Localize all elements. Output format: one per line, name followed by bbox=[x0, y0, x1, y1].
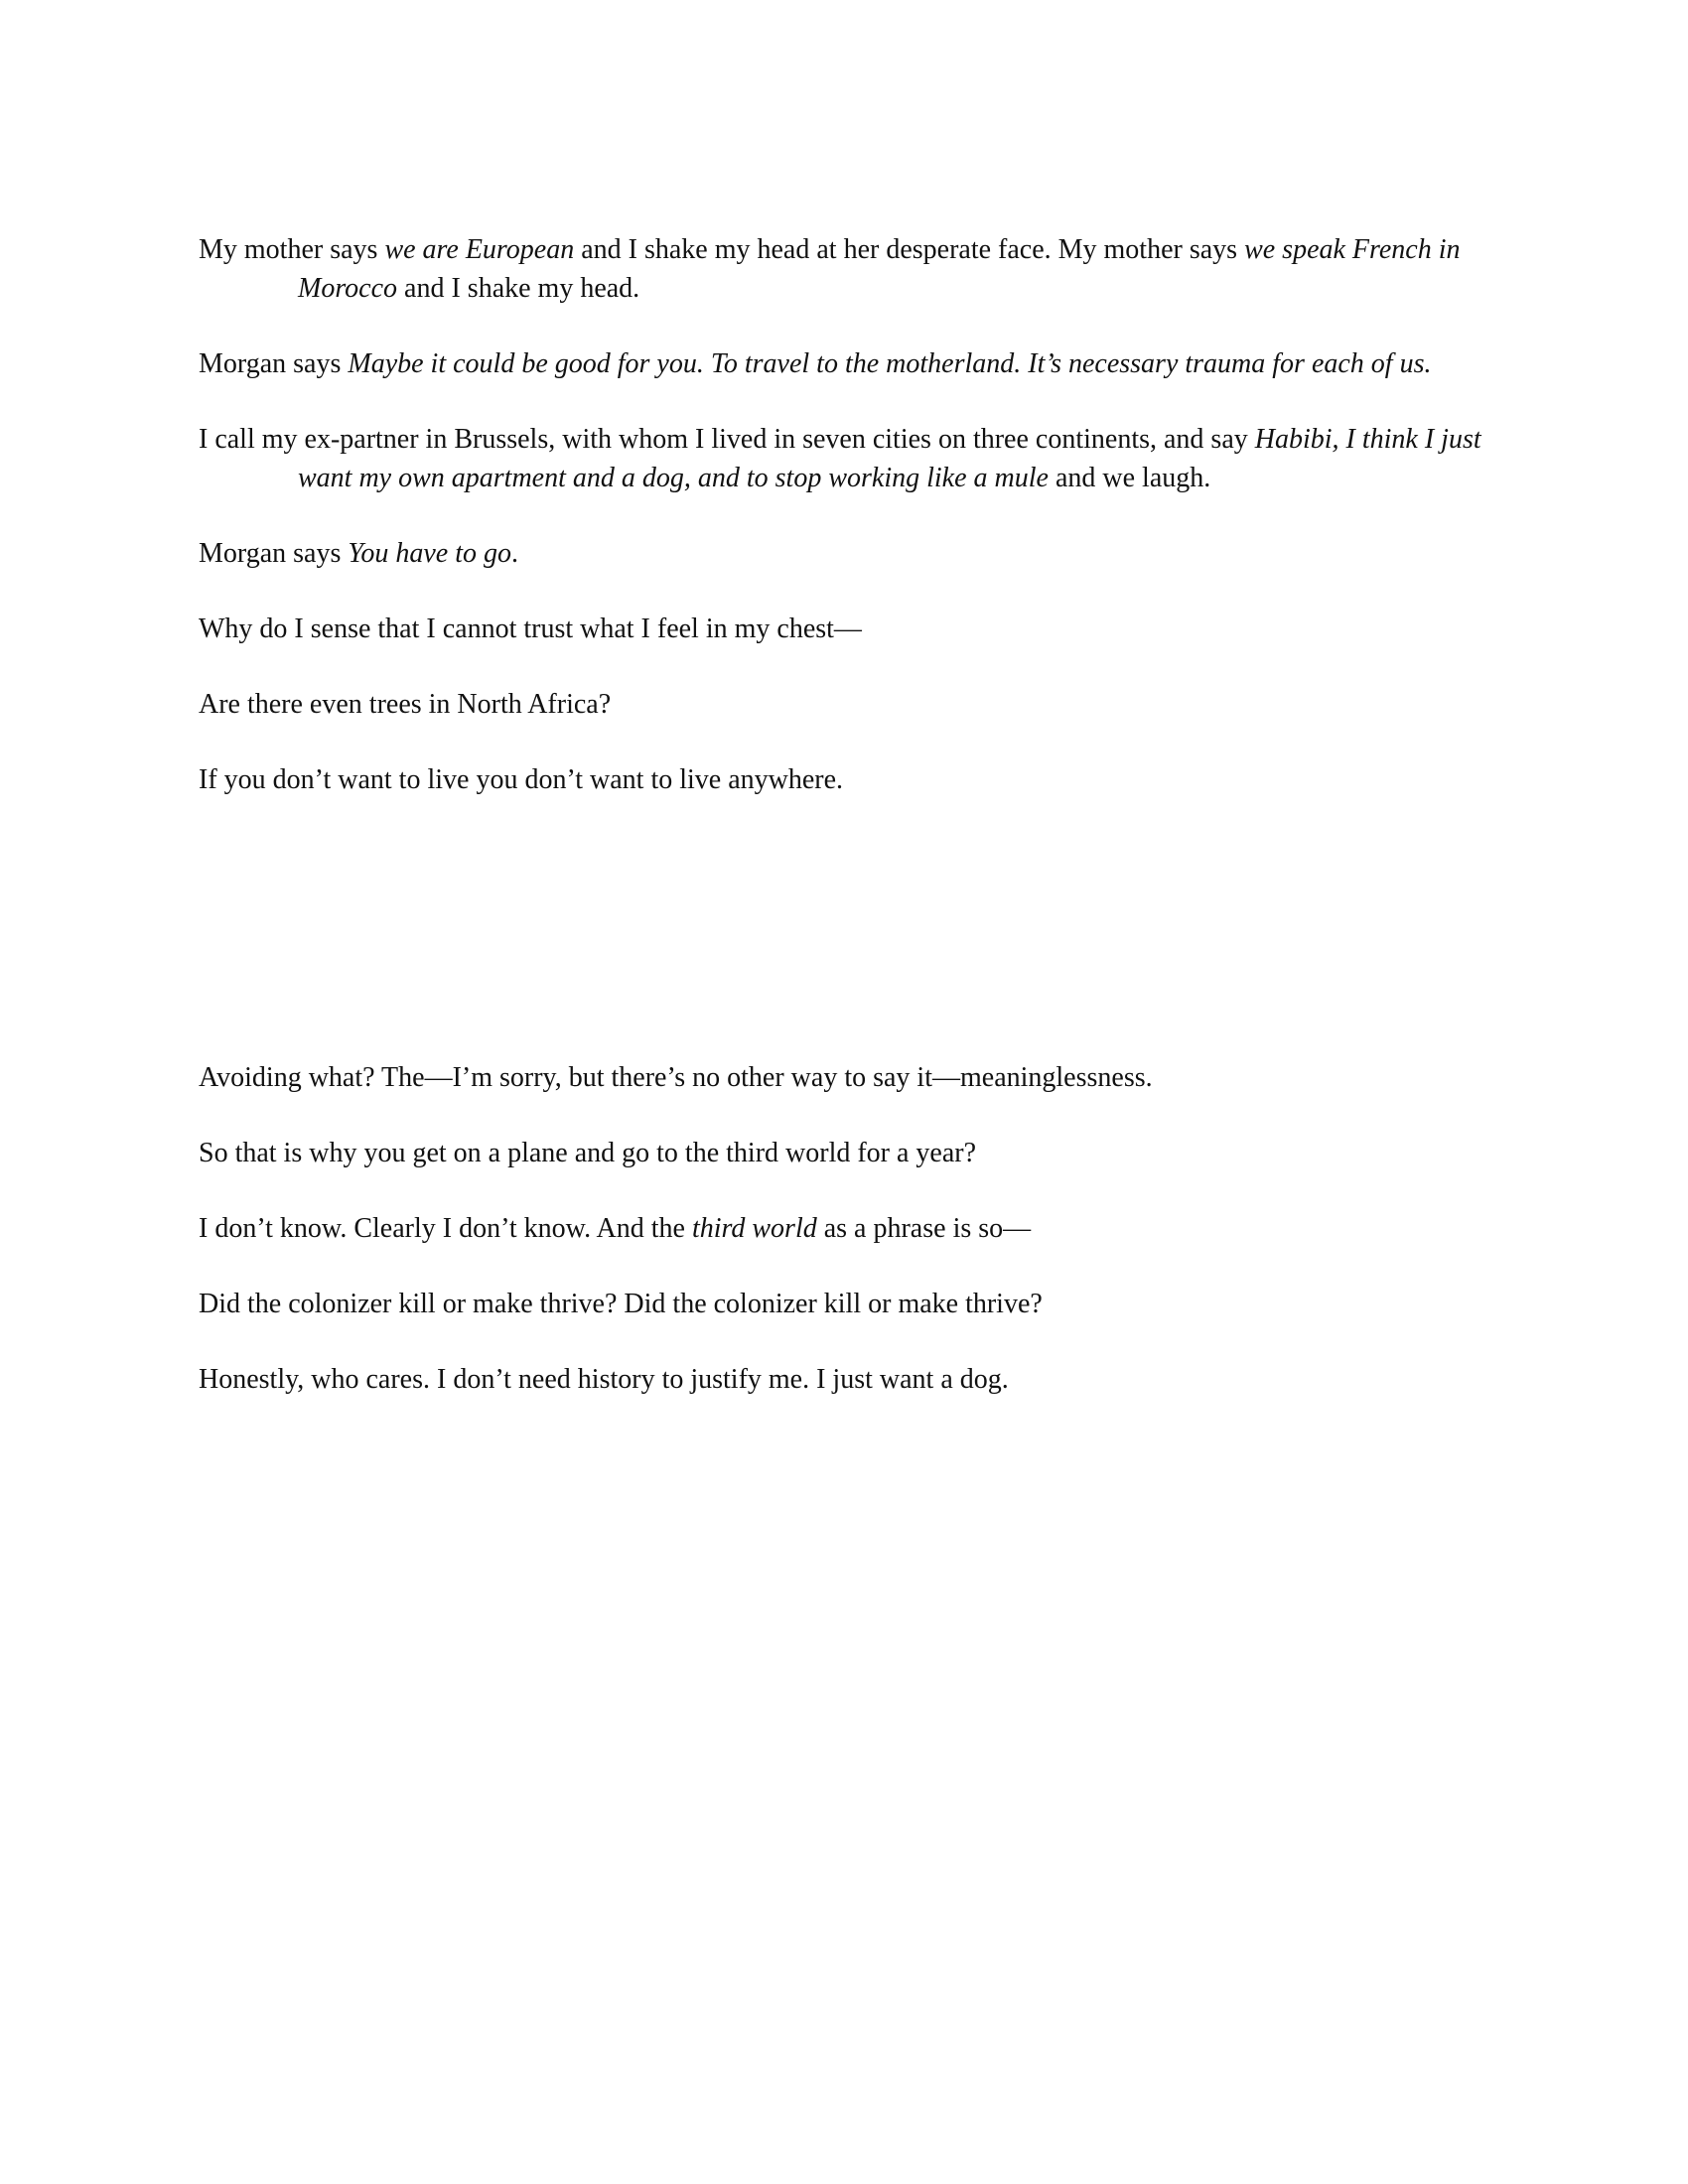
stanza-italic-text: we are European bbox=[384, 234, 575, 265]
stanza-text: . bbox=[511, 538, 519, 569]
stanza-trees-north-africa bbox=[199, 685, 1499, 724]
stanza-plane-third-world bbox=[199, 1134, 1499, 1172]
stanza-text: Avoiding what? The—I’m sorry, but there’s no other way to say it—meaninglessness. bbox=[199, 1062, 1153, 1093]
stanza-text: Morgan says bbox=[199, 348, 349, 379]
stanza-text: I call my ex-partner in Brussels, with whom I lived in seven cities on three continents, and say bbox=[199, 424, 1255, 455]
stanza-italic-text: Maybe it could be good for you. To travel to the motherland. It’s necessary trauma for each of us. bbox=[348, 348, 1432, 379]
stanza-italic-text: Habibi, I think I just want my own apartment and a dog, and to stop working like a mule bbox=[298, 424, 1481, 493]
stanza-text: and I shake my head at her desperate face. My mother says bbox=[574, 234, 1245, 265]
stanza-text: Morgan says bbox=[199, 538, 349, 569]
stanza-text: Why do I sense that I cannot trust what I feel in my chest— bbox=[199, 614, 862, 644]
stanza-text: Honestly, who cares. I don’t need history to justify me. I just want a dog. bbox=[199, 1364, 1009, 1395]
stanza-text: So that is why you get on a plane and go to the third world for a year? bbox=[199, 1138, 977, 1168]
stanza-i-dont-know bbox=[199, 1209, 1499, 1248]
stanza-avoiding-what bbox=[199, 1058, 1499, 1097]
poem-section-two bbox=[199, 1058, 1499, 1435]
poem-section-one bbox=[199, 230, 1499, 836]
stanza-mother-european bbox=[199, 230, 1499, 308]
stanza-text: If you don’t want to live you don’t want to live anywhere. bbox=[199, 764, 844, 795]
stanza-text: My mother says bbox=[199, 234, 385, 265]
stanza-text: and we laugh. bbox=[1048, 463, 1211, 493]
stanza-italic-text: third world bbox=[691, 1213, 817, 1244]
stanza-live-anywhere bbox=[199, 760, 1499, 799]
stanza-text: Are there even trees in North Africa? bbox=[199, 689, 612, 720]
stanza-ex-partner-brussels bbox=[199, 420, 1499, 497]
stanza-text: and I shake my head. bbox=[397, 273, 640, 304]
stanza-morgan-motherland bbox=[199, 344, 1499, 383]
stanza-colonizer bbox=[199, 1285, 1499, 1323]
stanza-morgan-you-have-to-go bbox=[199, 534, 1499, 573]
stanza-text: I don’t know. Clearly I don’t know. And the bbox=[199, 1213, 692, 1244]
stanza-text: as a phrase is so— bbox=[816, 1213, 1032, 1244]
stanza-italic-text: we speak French in Morocco bbox=[298, 234, 1461, 304]
stanza-trust-chest bbox=[199, 610, 1499, 648]
stanza-italic-text: You have to go bbox=[348, 538, 512, 569]
stanza-who-cares bbox=[199, 1360, 1499, 1399]
stanza-text: Did the colonizer kill or make thrive? Did the colonizer kill or make thrive? bbox=[199, 1289, 1043, 1319]
